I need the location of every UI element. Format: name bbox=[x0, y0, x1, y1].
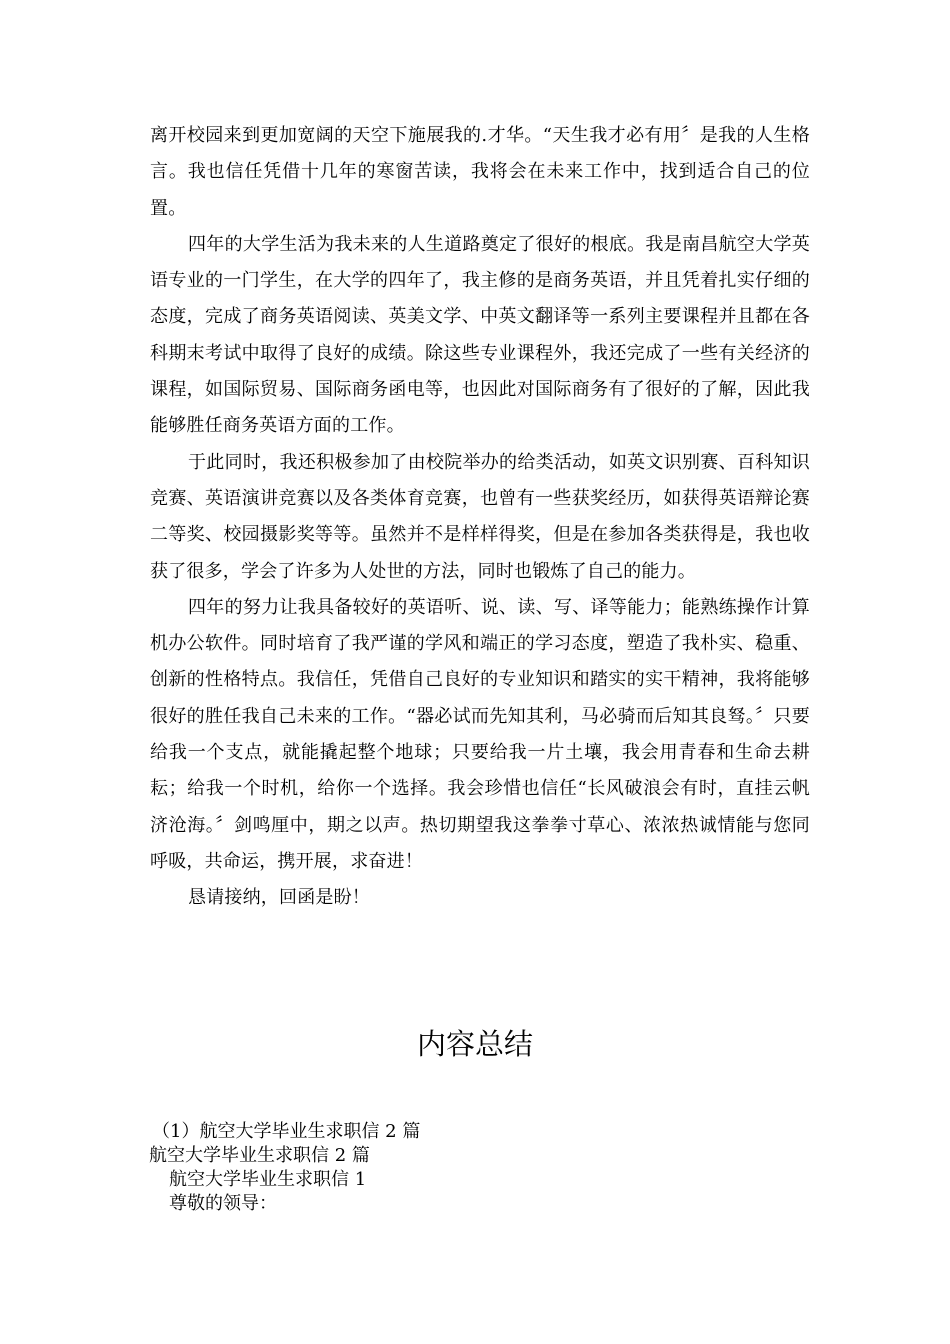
paragraph: 四年的大学生活为我未来的人生道路奠定了很好的根底。我是南昌航空大学英语专业的一门学生，在大学的四年了，我主修的是商务英语，并且凭着扎实仔细的态度，完成了商务英语阅读、英美文学、中英文翻译等一系列主要课程并且都在各科期末考试中取得了良好的成绩。除这些专业课程外，我还完成了一些有关经济的课程，如国际贸易、国际商务函电等，也因此对国际商务有了很好的了解，因此我能够胜任商务英语方面的工作。 bbox=[150, 233, 810, 437]
summary-line: 尊敬的领导： bbox=[169, 1193, 277, 1214]
paragraph: 四年的努力让我具备较好的英语听、说、读、写、译等能力；能熟练操作计算机办公软件。同时培育了我严谨的学风和端正的学习态度，塑造了我朴实、稳重、创新的性格特点。我信任，凭借自己良好的专业知识和踏实的实干精神，我将能够很好的胜任我自己未来的工作。“器必试而先知其利，马必骑而后知其良驽。〞只要给我一个支点，就能撬起整个地球；只要给我一片土壤，我会用青春和生命去耕耘；给我一个时机，给你一个选择。我会珍惜也信任“长风破浪会有时，直挂云帆济沧海。〞剑鸣厘中，期之以声。热切期望我这拳拳寸草心、浓浓热诚情能与您同呼吸，共命运，携开展，求奋进！ bbox=[150, 596, 810, 872]
letter-body bbox=[150, 118, 810, 917]
summary-line: （1）航空大学毕业生求职信 2 篇 bbox=[152, 1121, 421, 1142]
summary-line: 航空大学毕业生求职信 1 bbox=[169, 1169, 367, 1190]
closing-paragraph: 恳请接纳，回函是盼！ bbox=[188, 887, 370, 909]
paragraph: 离开校园来到更加宽阔的天空下施展我的.才华。“天生我才必有用〞是我的人生格言。我也信任凭借十几年的寒窗苦读，我将会在未来工作中，找到适合自己的位置。 bbox=[150, 125, 810, 219]
summary-line: 航空大学毕业生求职信 2 篇 bbox=[149, 1145, 370, 1166]
paragraph: 于此同时，我还积极参加了由校院举办的给类活动，如英文识别赛、百科知识竞赛、英语演讲竞赛以及各类体育竞赛，也曾有一些获奖经历，如获得英语辩论赛二等奖、校园摄影奖等等。虽然并不是样样得奖，但是在参加各类获得是，我也收获了很多，学会了许多为人处世的方法，同时也锻炼了自己的能力。 bbox=[150, 451, 810, 582]
summary-heading: 内容总结 bbox=[416, 1027, 533, 1061]
summary-section bbox=[150, 1120, 810, 1216]
